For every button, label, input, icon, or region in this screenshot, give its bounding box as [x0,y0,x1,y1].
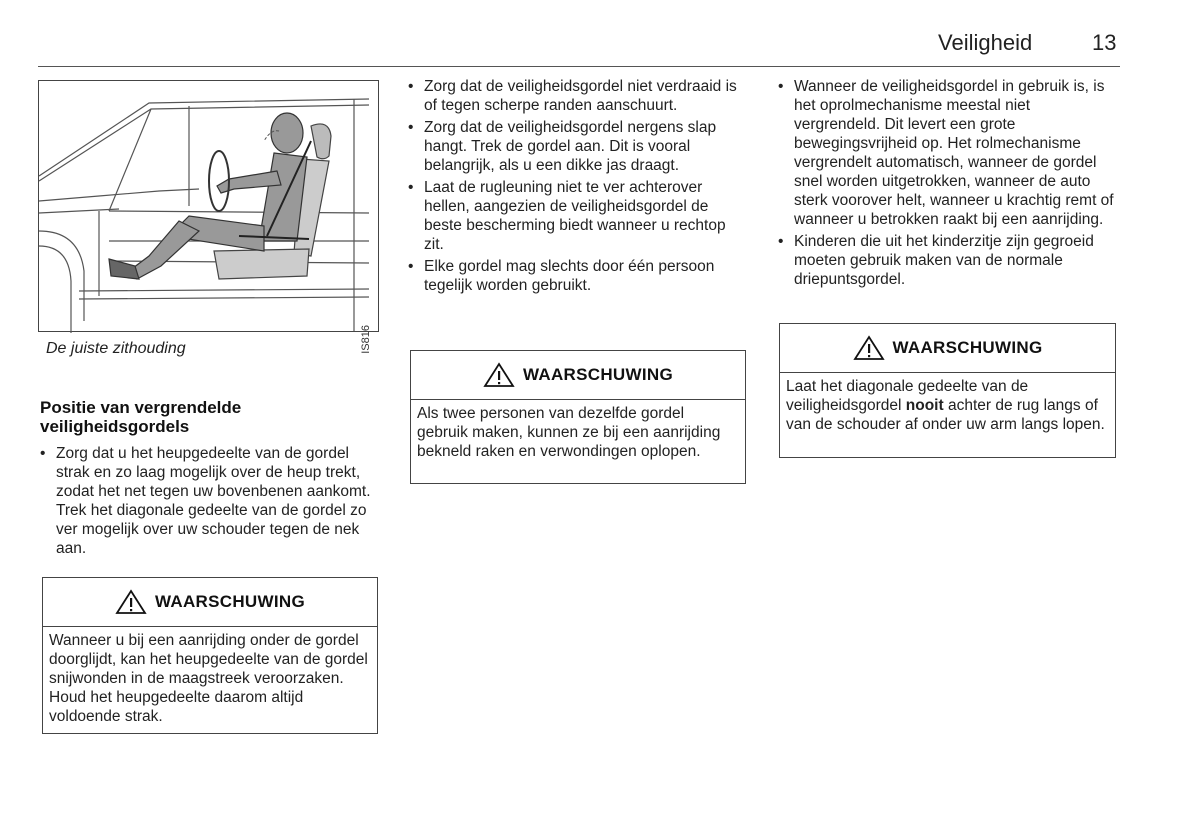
list-item: • Zorg dat de veiligheidsgordel niet verdraaid is of tegen scherpe randen aanschuurt. [408,78,737,114]
warning-box-middle [410,350,746,484]
list-item: • Zorg dat de veiligheidsgordel nergens slap hangt. Trek de gordel aan. Dit is vooral belangrijk, als u een dikke jas draagt. [408,119,717,174]
warning-triangle-icon [853,335,885,361]
left-bullet-list [38,444,378,561]
list-item-text: Zorg dat de veiligheidsgordel niet verdraaid is of tegen scherpe randen aanschuurt. [424,78,737,114]
section-title: Veiligheid [938,30,1033,55]
car-seat-drawing [39,81,380,333]
header-rule [38,66,1120,67]
right-bullet-list [776,77,1118,292]
list-item-text: Zorg dat de veiligheidsgordel nergens slap hangt. Trek de gordel aan. Dit is vooral belangrijk, als u een dikke jas draagt. [424,119,717,174]
warning-header [780,324,1115,373]
warning-text-emphasis: nooit [905,397,944,414]
warning-title: WAARSCHUWING [892,338,1043,357]
list-item: • Wanneer de veiligheidsgordel in gebruik is, is het oprolmechanisme meestal niet vergrendeld. Dit levert een grote bewegingsvrijheid op. Het rolmechanisme vergrendelt automatisch, wanneer de gordel snel worden uitgetrokken, wanneer de auto sterk voorover helt, wanneer u krachtig remt of wanneer u betrokken raakt bij een aanrijding. [778,78,1114,228]
warning-text-part: Laat het diagonale gedeelte van de veiligheidsgordel [786,378,1029,414]
warning-triangle-icon [483,362,515,388]
warning-header [43,578,377,627]
list-item-text: Elke gordel mag slechts door één persoon tegelijk worden gebruikt. [424,258,715,294]
list-item: • Kinderen die uit het kinderzitje zijn gegroeid moeten gebruik maken van de normale driepuntsgordel. [778,233,1094,288]
page-number: 13 [1092,30,1117,55]
warning-header [411,351,745,400]
figure-code: IS816 [360,325,372,354]
list-item-text: Wanneer de veiligheidsgordel in gebruik is, is het oprolmechanisme meestal niet vergrendeld. Dit levert een grote bewegingsvrijheid op. Het rolmechanisme vergrendelt automatisch, wanneer de gordel snel worden uitgetrokken, wanneer de auto sterk voorover helt, wanneer u krachtig remt of wanneer u betrokken raakt bij een aanrijding. [794,78,1114,228]
warning-box-right [779,323,1116,458]
list-item-text: Laat de rugleuning niet te ver achterover hellen, aangezien de veiligheidsgordel de beste bescherming biedt wanneer u rechtop zit. [424,179,726,253]
list-item: • Laat de rugleuning niet te ver achterover hellen, aangezien de veiligheidsgordel de beste bescherming biedt wanneer u rechtop zit. [408,179,726,253]
figure-caption: De juiste zithouding [46,340,186,357]
middle-bullet-list [406,77,746,298]
warning-triangle-icon [115,589,147,615]
list-item: • Zorg dat u het heupgedeelte van de gordel strak en zo laag mogelijk over de heup trekt, zodat het net tegen uw bovenbenen aankomt. Trek het diagonale gedeelte van de gordel zo ver mogelijk over uw schouder tegen de nek aan. [40,445,371,557]
list-item-text: Kinderen die uit het kinderzitje zijn gegroeid moeten gebruik maken van de normale driepuntsgordel. [794,233,1094,288]
warning-text-part: achter de rug langs of van de schouder af onder uw arm langs lopen. [786,397,1105,433]
warning-box-left [42,577,378,734]
section-heading: Positie van vergrendelde veiligheidsgordels [40,398,242,436]
warning-title: WAARSCHUWING [523,365,673,384]
warning-title: WAARSCHUWING [155,592,305,611]
list-item-text: Zorg dat u het heupgedeelte van de gordel strak en zo laag mogelijk over de heup trekt, zodat het net tegen uw bovenbenen aankomt. Trek het diagonale gedeelte van de gordel zo ver mogelijk over uw schouder tegen de nek aan. [56,445,371,557]
warning-text: Wanneer u bij een aanrijding onder de gordel doorglijdt, kan het heupgedeelte van de gordel snijwonden in de maagstreek veroorzaken. Houd het heupgedeelte daarom altijd voldoende strak. [49,632,368,725]
warning-text [780,373,1115,438]
list-item: • Elke gordel mag slechts door één persoon tegelijk worden gebruikt. [408,258,715,294]
warning-text: Als twee personen van dezelfde gordel gebruik maken, kunnen ze bij een aanrijding bekneld raken en verwondingen oplopen. [417,405,721,460]
